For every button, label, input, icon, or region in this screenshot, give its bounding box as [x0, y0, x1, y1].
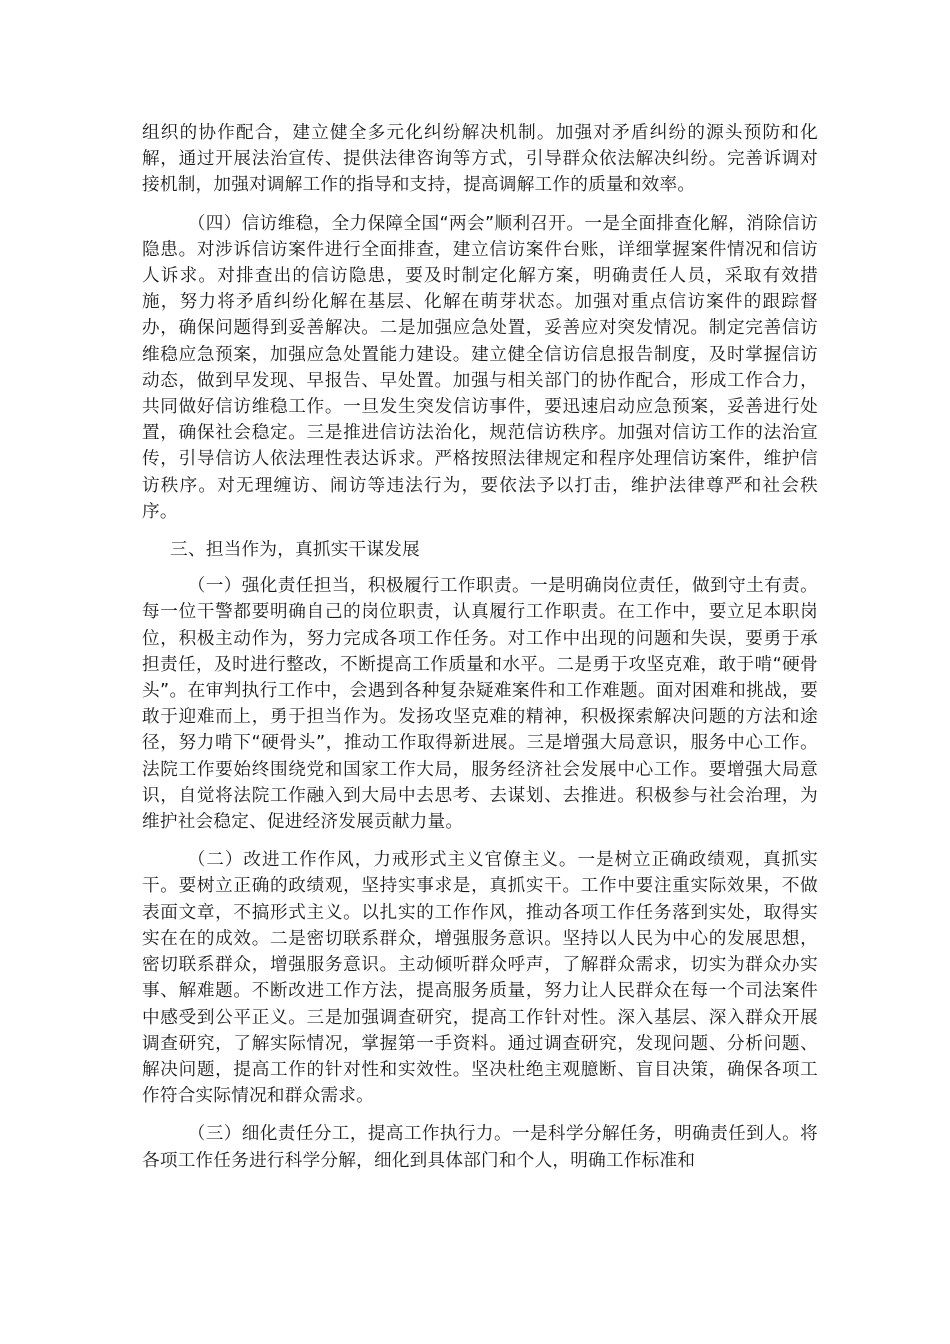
section-heading-3: 三、担当作为，真抓实干谋发展: [170, 540, 420, 561]
paragraph-petition-stability: （四）信访维稳，全力保障全国“两会”顺利召开。一是全面排查化解，消除信访隐患。对涉诉信访案件进行全面排查，建立信访案件台账，详细掌握案件情况和信访人诉求。对排查出的信访隐患，要及时制定化解方案，明确责任人员，采取有效措施，努力将矛盾纠纷化解在基层、化解在萌芽状态。加强对重点信访案件的跟踪督办，确保问题得到妥善解决。二是加强应急处置，妥善应对突发情况。制定完善信访维稳应急预案，加强应急处置能力建设。建立健全信访信息报告制度，及时掌握信访动态，做到早发现、早报告、早处置。加强与相关部门的协作配合，形成工作合力，共同做好信访维稳工作。一旦发生突发信访事件，要迅速启动应急预案，妥善进行处置，确保社会稳定。三是推进信访法治化，规范信访秩序。加强对信访工作的法治宣传，引导信访人依法理性表达诉求。严格按照法律规定和程序处理信访案件，维护信访秩序。对无理缠访、闹访等违法行为，要依法予以打击，维护法律尊严和社会秩序。: [142, 213, 818, 522]
paragraph-division-of-duties: （三）细化责任分工，提高工作执行力。一是科学分解任务，明确责任到人。将各项工作任务进行科学分解，细化到具体部门和个人，明确工作标准和: [142, 1124, 818, 1171]
paragraph-mediation-continued: 组织的协作配合，建立健全多元化纠纷解决机制。加强对矛盾纠纷的源头预防和化解，通过开展法治宣传、提供法律咨询等方式，引导群众依法解决纠纷。完善诉调对接机制，加强对调解工作的指导和支持，提高调解工作的质量和效率。: [142, 123, 818, 196]
paragraph-work-style: （二）改进工作作风，力戒形式主义官僚主义。一是树立正确政绩观，真抓实干。要树立正确的政绩观，坚持实事求是，真抓实干。工作中要注重实际效果，不做表面文章，不搞形式主义。以扎实的工作作风，推动各项工作任务落到实处，取得实实在在的成效。二是密切联系群众，增强服务意识。坚持以人民为中心的发展思想，密切联系群众，增强服务意识。主动倾听群众呼声，了解群众需求，切实为群众办实事、解难题。不断改进工作方法，提高服务质量，努力让人民群众在每一个司法案件中感受到公平正义。三是加强调查研究，提高工作针对性。深入基层、深入群众开展调查研究，了解实际情况，掌握第一手资料。通过调查研究，发现问题、分析问题、解决问题，提高工作的针对性和实效性。坚决杜绝主观臆断、盲目决策，确保各项工作符合实际情况和群众需求。: [142, 850, 818, 1107]
document-page: [142, 120, 818, 1186]
paragraph-responsibility: （一）强化责任担当，积极履行工作职责。一是明确岗位责任，做到守土有责。每一位干警都要明确自己的岗位职责，认真履行工作职责。在工作中，要立足本职岗位，积极主动作为，努力完成各项工作任务。对工作中出现的问题和失误，要勇于承担责任，及时进行整改，不断提高工作质量和水平。二是勇于攻坚克难，敢于啃“硬骨头”。在审判执行工作中，会遇到各种复杂疑难案件和工作难题。面对困难和挑战，要敢于迎难而上，勇于担当作为。发扬攻坚克难的精神，积极探索解决问题的方法和途径，努力啃下“硬骨头”，推动工作取得新进展。三是增强大局意识，服务中心工作。法院工作要始终围绕党和国家工作大局，服务经济社会发展中心工作。要增强大局意识，自觉将法院工作融入到大局中去思考、去谋划、去推进。积极参与社会治理，为维护社会稳定、促进经济发展贡献力量。: [142, 576, 818, 833]
